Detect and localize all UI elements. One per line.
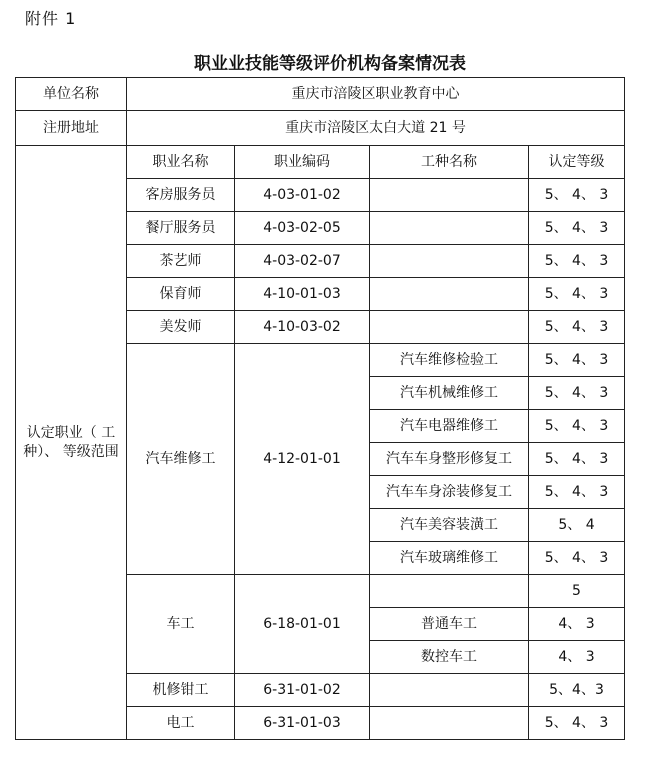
occupation-name-cell: 美发师 [127, 311, 235, 344]
address-row [16, 111, 625, 146]
trade-name-cell [370, 707, 529, 740]
unit-name-row [16, 78, 625, 111]
header-trade: 工种名称 [370, 146, 529, 179]
trade-name-cell: 汽车机械维修工 [370, 377, 529, 410]
trade-name-cell: 汽车电器维修工 [370, 410, 529, 443]
occupation-code-cell: 6-31-01-03 [235, 707, 370, 740]
address-label: 注册地址 [16, 111, 127, 146]
occupation-code-cell: 4-03-02-05 [235, 212, 370, 245]
occupation-name-cell: 机修钳工 [127, 674, 235, 707]
occupation-name-cell: 汽车维修工 [127, 344, 235, 575]
occupation-code-cell: 4-10-03-02 [235, 311, 370, 344]
trade-name-cell: 汽车玻璃维修工 [370, 542, 529, 575]
scope-label: 认定职业（ 工种）、 等级范围 [16, 146, 127, 740]
header-level: 认定等级 [529, 146, 625, 179]
occupation-code-cell: 4-03-02-07 [235, 245, 370, 278]
level-cell: 5、 4、 3 [529, 212, 625, 245]
occupation-name-cell: 保育师 [127, 278, 235, 311]
level-cell: 5、 4、 3 [529, 410, 625, 443]
level-cell: 5、 4、 3 [529, 311, 625, 344]
occupation-name-cell: 车工 [127, 575, 235, 674]
trade-name-cell [370, 575, 529, 608]
level-cell: 5、 4、 3 [529, 344, 625, 377]
trade-name-cell [370, 212, 529, 245]
level-cell: 5、 4、 3 [529, 542, 625, 575]
unit-name-value: 重庆市涪陵区职业教育中心 [127, 78, 625, 111]
occupation-name-cell: 餐厅服务员 [127, 212, 235, 245]
trade-name-cell [370, 278, 529, 311]
address-value: 重庆市涪陵区太白大道 21 号 [127, 111, 625, 146]
level-cell: 5、 4、 3 [529, 707, 625, 740]
header-code: 职业编码 [235, 146, 370, 179]
attachment-label: 附件 1 [25, 9, 77, 28]
level-cell: 5、 4、 3 [529, 278, 625, 311]
occupation-code-cell: 4-03-01-02 [235, 179, 370, 212]
trade-name-cell [370, 245, 529, 278]
occupation-code-cell: 4-10-01-03 [235, 278, 370, 311]
level-cell: 5、 4、 3 [529, 377, 625, 410]
occupation-name-cell: 茶艺师 [127, 245, 235, 278]
trade-name-cell [370, 179, 529, 212]
level-cell: 4、 3 [529, 641, 625, 674]
trade-name-cell: 汽车车身涂装修复工 [370, 476, 529, 509]
level-cell: 5、 4 [529, 509, 625, 542]
occupation-name-cell: 客房服务员 [127, 179, 235, 212]
trade-name-cell: 汽车美容装潢工 [370, 509, 529, 542]
registration-table [15, 77, 625, 740]
trade-name-cell [370, 674, 529, 707]
page-title: 职业业技能等级评价机构备案情况表 [194, 54, 466, 74]
level-cell: 5、 4、 3 [529, 179, 625, 212]
unit-name-label: 单位名称 [16, 78, 127, 111]
trade-name-cell: 数控车工 [370, 641, 529, 674]
level-cell: 5 [529, 575, 625, 608]
trade-name-cell: 汽车维修检验工 [370, 344, 529, 377]
trade-name-cell [370, 311, 529, 344]
occupation-code-cell: 4-12-01-01 [235, 344, 370, 575]
level-cell: 5、 4、 3 [529, 476, 625, 509]
level-cell: 5、 4、 3 [529, 443, 625, 476]
occupation-code-cell: 6-18-01-01 [235, 575, 370, 674]
level-cell: 5、4、3 [529, 674, 625, 707]
trade-name-cell: 汽车车身整形修复工 [370, 443, 529, 476]
level-cell: 5、 4、 3 [529, 245, 625, 278]
level-cell: 4、 3 [529, 608, 625, 641]
trade-name-cell: 普通车工 [370, 608, 529, 641]
header-row [16, 146, 625, 179]
header-occupation: 职业名称 [127, 146, 235, 179]
occupation-name-cell: 电工 [127, 707, 235, 740]
occupation-code-cell: 6-31-01-02 [235, 674, 370, 707]
